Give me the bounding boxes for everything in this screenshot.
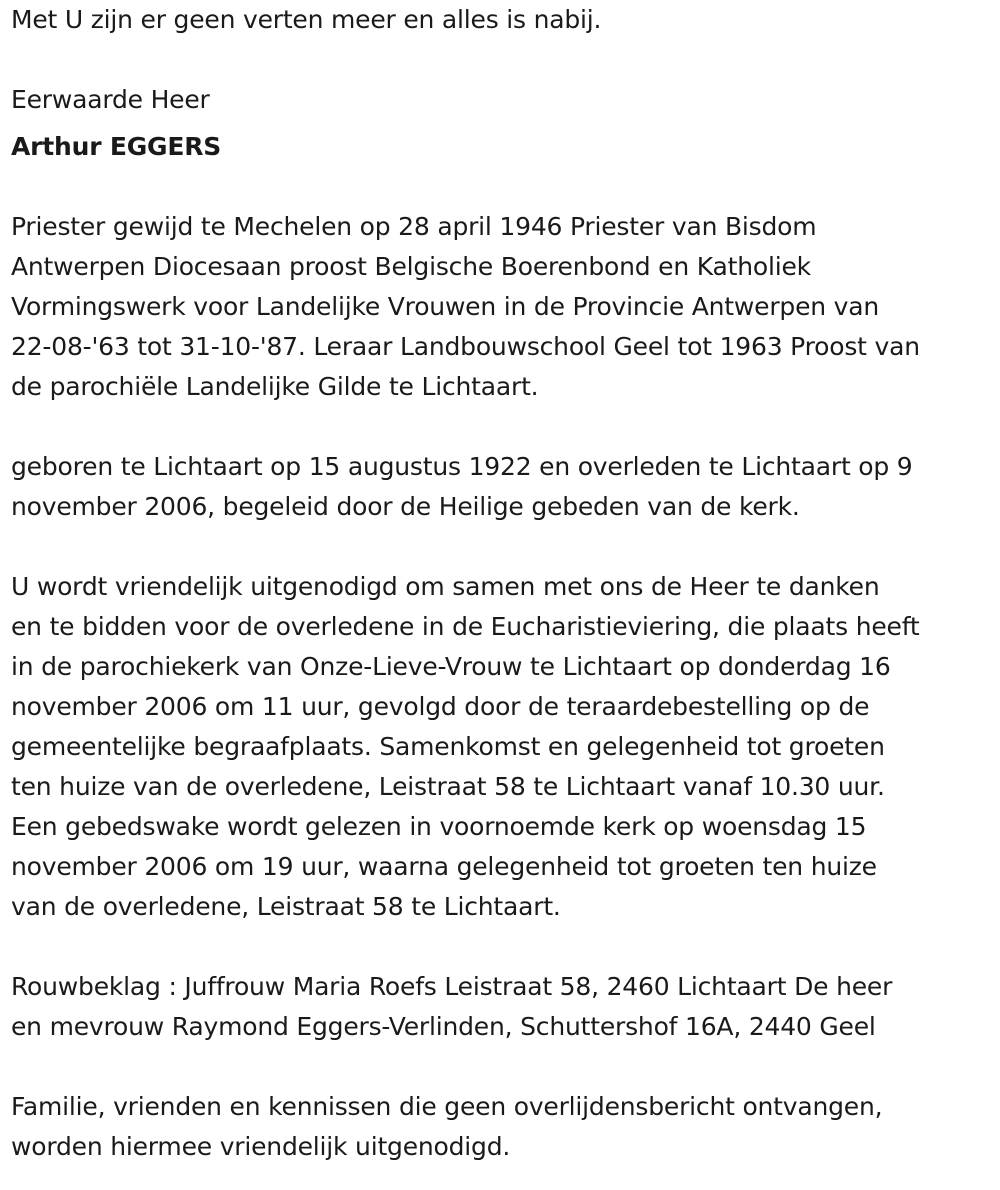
birth-death-line: november 2006, begeleid door de Heilige gebeden van de kerk. <box>11 492 800 521</box>
mourners-line: Rouwbeklag : Juffrouw Maria Roefs Leistraat 58, 2460 Lichtaart De heer <box>11 972 893 1001</box>
spacer <box>11 1047 996 1087</box>
spacer <box>11 167 996 207</box>
invitation-line: november 2006 om 19 uur, waarna gelegenheid tot groeten ten huize <box>11 852 877 881</box>
birth-death-paragraph <box>11 447 996 527</box>
spacer <box>11 40 996 80</box>
invitation-line: U wordt vriendelijk uitgenodigd om samen met ons de Heer te danken <box>11 572 880 601</box>
invitation-line: ten huize van de overledene, Leistraat 58 te Lichtaart vanaf 10.30 uur. <box>11 772 885 801</box>
invitation-line: in de parochiekerk van Onze-Lieve-Vrouw te Lichtaart op donderdag 16 <box>11 652 891 681</box>
closing-paragraph <box>11 1087 996 1167</box>
invitation-line: november 2006 om 11 uur, gevolgd door de teraardebestelling op de <box>11 692 870 721</box>
biography-line: de parochiële Landelijke Gilde te Lichtaart. <box>11 372 539 401</box>
spacer <box>11 120 996 127</box>
biography-line: Antwerpen Diocesaan proost Belgische Boerenbond en Katholiek <box>11 252 811 281</box>
spacer <box>11 527 996 567</box>
honorific-title: Eerwaarde Heer <box>11 85 210 114</box>
invitation-line: van de overledene, Leistraat 58 te Lichtaart. <box>11 892 561 921</box>
biography-line: Priester gewijd te Mechelen op 28 april 1946 Priester van Bisdom <box>11 212 817 241</box>
closing-line: worden hiermee vriendelijk uitgenodigd. <box>11 1132 511 1161</box>
invitation-line: gemeentelijke begraafplaats. Samenkomst en gelegenheid tot groeten <box>11 732 885 761</box>
invitation-line: en te bidden voor de overledene in de Eucharistieviering, die plaats heeft <box>11 612 920 641</box>
obituary-document <box>11 0 996 1167</box>
closing-line: Familie, vrienden en kennissen die geen overlijdensbericht ontvangen, <box>11 1092 883 1121</box>
spacer <box>11 407 996 447</box>
biography-line: 22-08-'63 tot 31-10-'87. Leraar Landbouwschool Geel tot 1963 Proost van <box>11 332 920 361</box>
motto: Met U zijn er geen verten meer en alles is nabij. <box>11 5 602 34</box>
birth-death-line: geboren te Lichtaart op 15 augustus 1922 en overleden te Lichtaart op 9 <box>11 452 913 481</box>
biography-paragraph <box>11 207 996 407</box>
deceased-name: Arthur EGGERS <box>11 132 222 161</box>
invitation-line: Een gebedswake wordt gelezen in voornoemde kerk op woensdag 15 <box>11 812 867 841</box>
spacer <box>11 927 996 967</box>
biography-line: Vormingswerk voor Landelijke Vrouwen in de Provincie Antwerpen van <box>11 292 880 321</box>
mourners-line: en mevrouw Raymond Eggers-Verlinden, Schuttershof 16A, 2440 Geel <box>11 1012 876 1041</box>
mourners-paragraph <box>11 967 996 1047</box>
invitation-paragraph <box>11 567 996 927</box>
